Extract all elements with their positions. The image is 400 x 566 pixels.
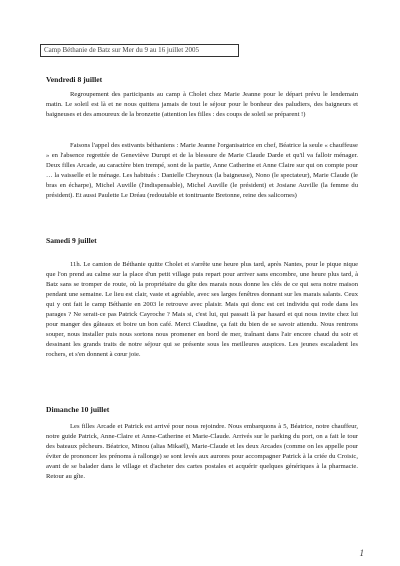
page-number: 1 [359, 548, 364, 558]
paragraph-friday-1: Regroupement des participants au camp à Cholet chez Marie Jeanne pour le départ prévu le lendemain matin. Le soleil est là et ne nous quittera jamais de tout le séjour pour le bonheur des paludiers, des baigneurs et baigneuses et des amoureux de la bronzette (attention les filles : des coups de soleil se préparent !) [46, 91, 358, 118]
paragraph-sunday-1: Les filles Arcade et Patrick est arrivé pour nous rejoindre. Nous embarquons à 5, Béatrice, notre chauffeur, notre guide Patrick, Anne-Claire et Anne-Catherine et Marie-Claude. Arrivés sur le parking du port, on a fait le tour des bateaux pêcheurs. Béatrice, Minou (alias Mikaël), Marie-Claude et les deux Arcades (comme on les appelle pour éviter de prononcer les prénoms à rallonge) se sont levés aux aurores pour accompagner Patrick à la criée du Croisic, avant de se balader dans le village et d'acheter des cartes postales et acquérir quelques génériques à la pharmacie. Retour au gîte. [46, 423, 358, 480]
day-heading-friday: Vendredi 8 juillet [46, 75, 103, 84]
day-heading-saturday: Samedi 9 juillet [46, 236, 97, 245]
paragraph-saturday-1: 11h. Le camion de Béthanie quitte Cholet et s'arrête une heure plus tard, après Nantes, pour le pique nique que l'on prend au calme sur la place d'un petit village puis repart pour arriver sans encombre, une heure plus tard, à Batz sans se tromper de route, où la propriétaire du gîte des marais nous donne les clés de ce qui sera notre maison pendant une semaine. Le lieu est clair, vaste et agréable, avec ses larges fenêtres donnant sur les marais salants. Ceux qui y ont fait le camp Béthanie en 2003 le retrouve avec plaisir. Mais qui donc est cet individu qui rode dans les parages ? Ne serait-ce pas Patrick Cayroche ? Mais si, c'est lui, qui passait là par hasard et qui nous invite chez lui pour manger des gâteaux et boire un bon café. Merci Claudine, ça fait du bien de se savoir attendu. Nous rentrons souper, nous installer puis nous sortons nous promener en bord de mer, traînant dans l'air encore chaud du soir et dessinant les grands traits de notre séjour qui se présente sous les meilleures auspices. Les jeunes escaladent les rochers, et s'en donnent à cœur joie. [46, 261, 358, 358]
paragraph-friday-2: Faisons l'appel des estivants béthaniens : Marie Jeanne l'organisatrice en chef, Béatrice la seule « chauffeuse » en l'absence regrettée de Geneviève Durupt et de la blessure de Marie Claude Darde et qu'il va falloir ménager. Deux filles Arcade, au caractère bien trempé, sont de la partie, Anne Catherine et Anne Claire sur qui on compte pour … la vaisselle et le ménage. Les habitués : Danielle Cheynoux (la baigneuse), Nono (le spectateur), Marie Claude (le bras en écharpe), Michel Auville (l'indispensable), Michel Auville (le président) et Josiane Auville (la femme du président). Et aussi Paulette Le Dréau (redoutable et tonitruante Bretonne, reine des salicornes) [46, 142, 358, 199]
day-heading-sunday: Dimanche 10 juillet [46, 405, 110, 414]
header-title-box: Camp Béthanie de Batz sur Mer du 9 au 16 juillet 2005 [40, 44, 239, 57]
